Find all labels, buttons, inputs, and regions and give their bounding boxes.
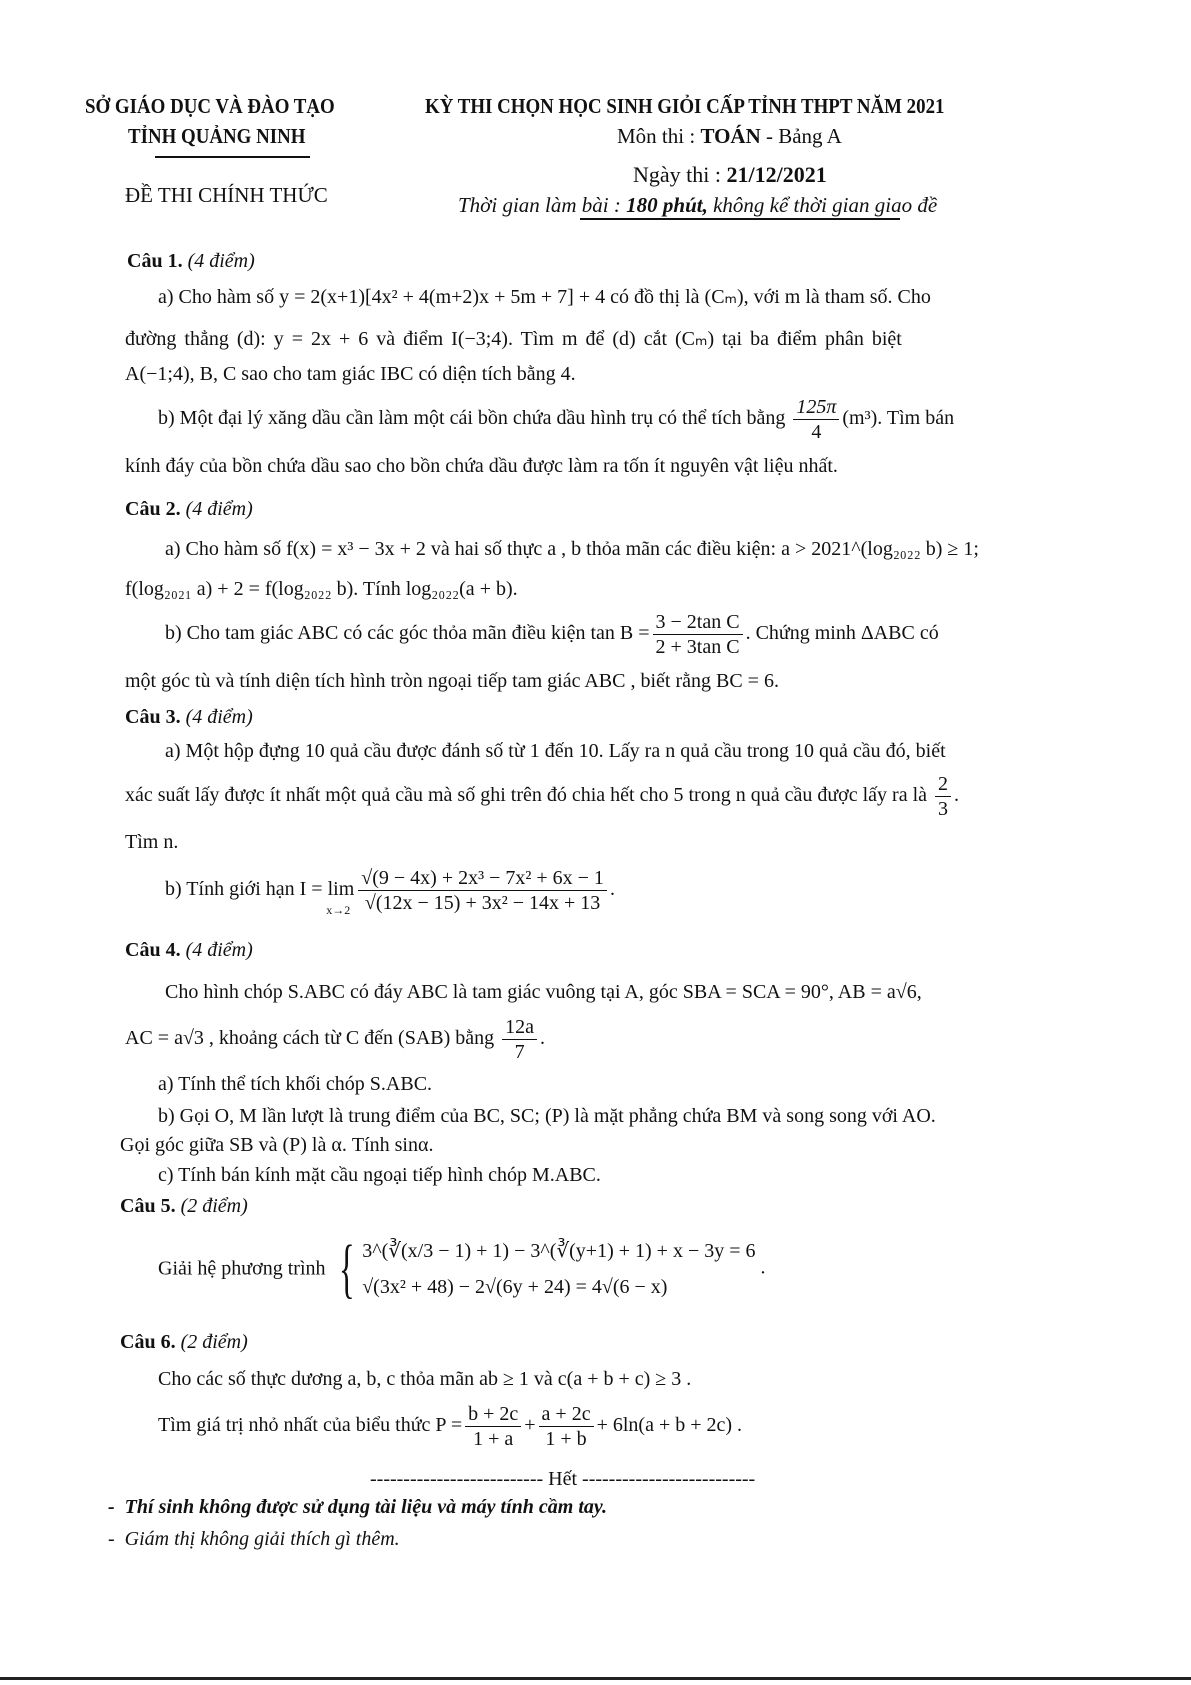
q6-line2: Tìm giá trị nhỏ nhất của biểu thức P = $\frac{b + 2c}{1 + a}$ + $\frac{a + 2c}{1 + b}$ + 6ln(a + b + 2c) .: [158, 1403, 743, 1450]
q-label: Câu 1.: [127, 250, 183, 272]
q-points: (2 điểm): [180, 1331, 248, 1353]
subject-value: TOÁN: [700, 124, 761, 148]
denominator: 3: [938, 798, 949, 820]
scan-edge: [0, 1677, 1191, 1680]
q-points: (4 điểm): [185, 498, 253, 520]
q3-a-line2: xác suất lấy được ít nhất một quả cầu mà số ghi trên đó chia hết cho 5 trong n quả cầu được lấy ra là $\frac{2}{3}$ .: [125, 773, 960, 820]
fraction: [465, 1402, 521, 1451]
text: b) Tính giới hạn I = lim: [165, 878, 355, 901]
numerator: 3 − 2tan C: [653, 610, 743, 635]
divider: [580, 218, 900, 220]
numerator: 12a: [502, 1015, 537, 1040]
q3-a-line1: a) Một hộp đựng 10 quả cầu được đánh số từ 1 đến 10. Lấy ra n quả cầu trong 10 quả cầu đó, biết: [165, 740, 946, 762]
fraction: [358, 866, 607, 915]
q-label: Câu 6.: [120, 1331, 176, 1353]
fraction: [539, 1402, 594, 1451]
text: + 6ln(a + b + 2c) .: [596, 1414, 743, 1437]
text: b) Một đại lý xăng dầu cần làm một cái bồn chứa dầu hình trụ có thể tích bằng: [158, 407, 786, 430]
text: Tìm giá trị nhỏ nhất của biểu thức P =: [158, 1414, 463, 1437]
denominator: √(12x − 15) + 3x² − 14x + 13: [364, 892, 601, 914]
divider: [155, 156, 310, 158]
question-3-title: [125, 706, 253, 729]
question-5-title: [120, 1195, 248, 1218]
q2-a-line2: f(log₂₀₂₁ a) + 2 = f(log₂₀₂₂ b). Tính log₂₀₂₂(a + b).: [125, 578, 518, 600]
q-points: (2 điểm): [180, 1195, 248, 1217]
date-value: 21/12/2021: [726, 162, 827, 187]
fraction: [935, 772, 951, 821]
q1-a-line1: a) Cho hàm số y = 2(x+1)[4x² + 4(m+2)x + 5m + 7] + 4 có đồ thị là (Cₘ), với m là tham số. Cho: [158, 286, 931, 308]
subject-board: - Bảng A: [760, 124, 842, 148]
question-1-title: [127, 250, 255, 273]
text: Giải hệ phương trình: [158, 1257, 326, 1280]
official-label: ĐỀ THI CHÍNH THỨC: [125, 183, 328, 207]
numerator: b + 2c: [465, 1402, 521, 1427]
note-2: - Giám thị không giải thích gì thêm.: [108, 1528, 400, 1550]
note-1: - Thí sinh không được sử dụng tài liệu và máy tính cầm tay.: [108, 1496, 608, 1518]
denominator: 4: [811, 421, 822, 443]
fraction: [653, 610, 743, 659]
exam-time: [458, 193, 937, 218]
q4-b-line1: b) Gọi O, M lần lượt là trung điểm của BC, SC; (P) là mặt phẳng chứa BM và song song với AO.: [158, 1105, 936, 1127]
q-label: Câu 2.: [125, 498, 181, 520]
equation-2: √(3x² + 48) − 2√(6y + 24) = 4√(6 − x): [362, 1276, 668, 1298]
q1-b-line2: kính đáy của bồn chứa dầu sao cho bồn chứa dầu được làm ra tốn ít nguyên vật liệu nhất.: [125, 455, 838, 477]
text: AC = a√3 , khoảng cách từ C đến (SAB) bằng: [125, 1027, 495, 1050]
q-points: (4 điểm): [187, 250, 255, 272]
numerator: 2: [935, 772, 951, 797]
limit-subscript: x→2: [326, 903, 351, 918]
q3-b-line1: b) Tính giới hạn $I = \lim_{x\to 2}$ $\frac{\text{√(9 − 4x) + 2x³ − 7x² + 6x − 1}}{\text{√(12x − 15) + 3x² − 14x + 13}}$ .: [165, 867, 615, 918]
note-text: Thí sinh không được sử dụng tài liệu và máy tính cầm tay.: [124, 1496, 608, 1518]
q4-line1: Cho hình chóp S.ABC có đáy ABC là tam giác vuông tại A, góc SBA = SCA = 90°, AB = a√6,: [165, 981, 922, 1003]
exam-date: [633, 162, 827, 188]
q3-a-line3: Tìm n.: [125, 831, 179, 853]
text: b) Cho tam giác ABC có các góc thỏa mãn điều kiện tan B =: [165, 622, 650, 645]
text: xác suất lấy được ít nhất một quả cầu mà số ghi trên đó chia hết cho 5 trong n quả cầu được lấy ra là: [125, 784, 928, 807]
q4-line2: AC = a√3 , khoảng cách từ C đến (SAB) bằng $\frac{12a}{7}$ .: [125, 1016, 546, 1063]
q-points: (4 điểm): [185, 706, 253, 728]
denominator: 2 + 3tan C: [655, 636, 740, 658]
question-4-title: [125, 939, 253, 962]
denominator: 7: [514, 1041, 525, 1063]
equation-system: [362, 1233, 755, 1305]
time-label: Thời gian làm bài :: [458, 193, 627, 217]
brace: {: [338, 1232, 355, 1305]
numerator: √(9 − 4x) + 2x³ − 7x² + 6x − 1: [358, 866, 607, 891]
denominator: 1 + a: [473, 1428, 514, 1450]
question-6-title: [120, 1331, 248, 1354]
q4-b-line2: Gọi góc giữa SB và (P) là α. Tính sinα.: [120, 1134, 434, 1156]
q1-a-line3: A(−1;4), B, C sao cho tam giác IBC có diện tích bằng 4.: [125, 363, 576, 385]
fraction: [502, 1015, 537, 1064]
date-label: Ngày thi :: [633, 162, 727, 187]
text: . Chứng minh ΔABC có: [745, 622, 939, 645]
end-marker: -------------------------- Hết --------------------------: [370, 1468, 756, 1490]
subject: [617, 124, 842, 149]
subject-label: Môn thi :: [617, 124, 701, 148]
fraction: [793, 395, 839, 444]
equation-1: 3^(∛(x/3 − 1) + 1) − 3^(∛(y+1) + 1) + x − 3y = 6: [362, 1240, 756, 1262]
q1-a-line2: đường thẳng (d): y = 2x + 6 và điểm I(−3;4). Tìm m để (d) cắt (Cₘ) tại ba điểm phân biệt: [125, 328, 902, 350]
q4-a: a) Tính thể tích khối chóp S.ABC.: [158, 1073, 433, 1095]
q4-c: c) Tính bán kính mặt cầu ngoại tiếp hình chóp M.ABC.: [158, 1164, 601, 1186]
denominator: 1 + b: [545, 1428, 587, 1450]
q1-b-line1: [158, 395, 954, 444]
text: (m³). Tìm bán: [842, 407, 955, 430]
q-label: Câu 4.: [125, 939, 181, 961]
q-label: Câu 3.: [125, 706, 181, 728]
department: SỞ GIÁO DỤC VÀ ĐÀO TẠO: [85, 94, 335, 118]
time-value: 180 phút,: [626, 193, 708, 217]
q-points: (4 điểm): [185, 939, 253, 961]
q2-b-line1: [165, 610, 939, 659]
exam-title: KỲ THI CHỌN HỌC SINH GIỎI CẤP TỈNH THPT NĂM 2021: [425, 94, 945, 118]
question-2-title: [125, 498, 253, 521]
province: TỈNH QUẢNG NINH: [128, 124, 306, 148]
q2-b-line2: một góc tù và tính diện tích hình tròn ngoại tiếp tam giác ABC , biết rằng BC = 6.: [125, 670, 779, 692]
note-text: Giám thị không giải thích gì thêm.: [124, 1528, 400, 1550]
q2-a-line1: a) Cho hàm số f(x) = x³ − 3x + 2 và hai số thực a , b thỏa mãn các điều kiện: a > 2021^(log₂₀₂₂ b) ≥ 1;: [165, 538, 979, 560]
q-label: Câu 5.: [120, 1195, 176, 1217]
q5-system: Giải hệ phương trình { 3^(∛(x/3 − 1) + 1) − 3^(∛(y+1) + 1) + x − 3y = 6 √(3x² + 48) − 2√(6y + 24) = 4√(6 − x) .: [158, 1232, 766, 1305]
q6-line1: Cho các số thực dương a, b, c thỏa mãn ab ≥ 1 và c(a + b + c) ≥ 3 .: [158, 1368, 692, 1390]
time-note: không kể thời gian giao đề: [707, 193, 938, 217]
numerator: a + 2c: [539, 1402, 594, 1427]
numerator: 125π: [793, 395, 839, 420]
